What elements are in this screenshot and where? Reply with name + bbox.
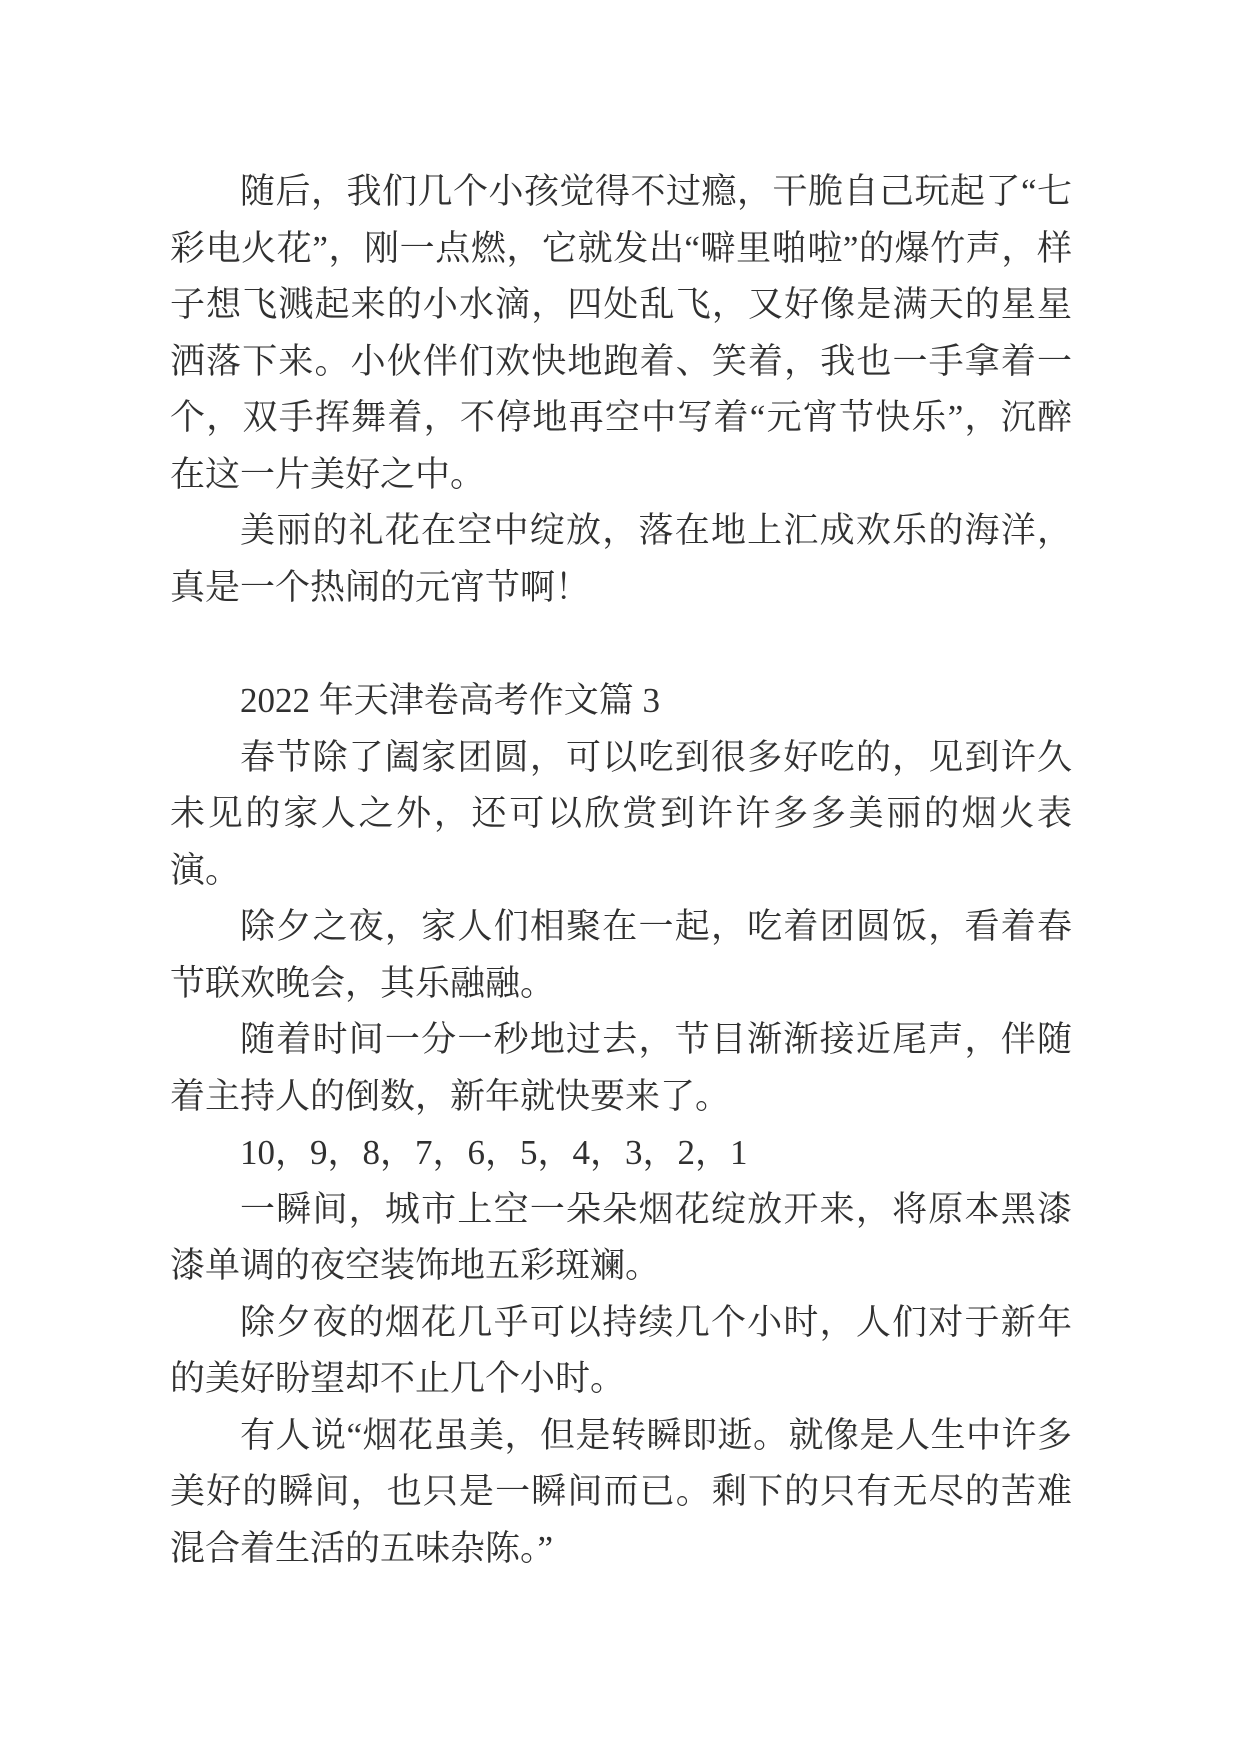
document-body (170, 164, 1072, 1577)
paragraph-countdown-intro: 随着时间一分一秒地过去，节目渐渐接近尾声，伴随着主持人的倒数，新年就快要来了。 (170, 1020, 1072, 1116)
paragraph-quote-life: 有人说“烟花虽美，但是转瞬即逝。就像是人生中许多美好的瞬间，也只是一瞬间而已。剩下的只有无尽的苦难混合着生活的五味杂陈。” (170, 1415, 1072, 1568)
paragraph-lantern-festival: 美丽的礼花在空中绽放，落在地上汇成欢乐的海洋，真是一个热闹的元宵节啊！ (170, 511, 1072, 607)
section-heading-essay-3: 2022 年天津卷高考作文篇 3 (240, 681, 661, 720)
countdown-numbers: 10，9，8，7，6，5，4，3，2，1 (240, 1133, 748, 1172)
paragraph-spring-festival: 春节除了阖家团圆，可以吃到很多好吃的，见到许久未见的家人之外，还可以欣赏到许许多多美丽的烟火表演。 (170, 737, 1072, 890)
paragraph-fireworks-bloom: 一瞬间，城市上空一朵朵烟花绽放开来，将原本黑漆漆单调的夜空装饰地五彩斑斓。 (170, 1189, 1072, 1285)
paragraph-fireworks-hours: 除夕夜的烟花几乎可以持续几个小时，人们对于新年的美好盼望却不止几个小时。 (170, 1302, 1072, 1398)
paragraph-fireworks-play: 随后，我们几个小孩觉得不过瘾，干脆自己玩起了“七彩电火花”，刚一点燃，它就发出“噼里啪啦”的爆竹声，样子想飞溅起来的小水滴，四处乱飞，又好像是满天的星星洒落下来。小伙伴们欢快地跑着、笑着，我也一手拿着一个，双手挥舞着，不停地再空中写着“元宵节快乐”，沉醉在这一片美好之中。 (170, 172, 1072, 494)
paragraph-new-year-eve: 除夕之夜，家人们相聚在一起，吃着团圆饭，看着春节联欢晚会，其乐融融。 (170, 907, 1072, 1003)
